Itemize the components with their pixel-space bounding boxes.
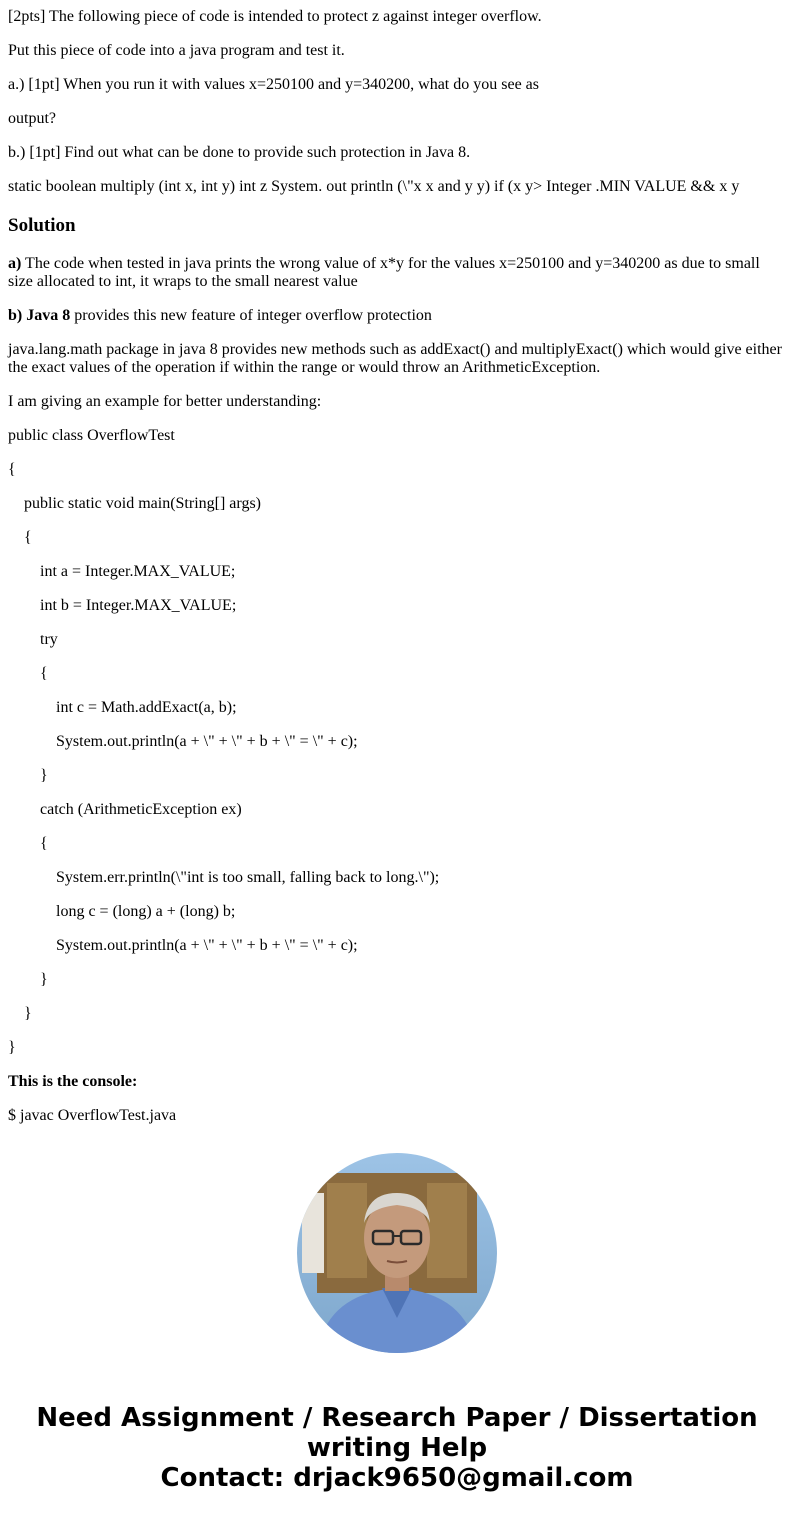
- paragraph-math-package: java.lang.math package in java 8 provides new methods such as addExact() and multiplyExact() which would give either the exact values of the operation if within the range or would throw an ArithmeticException.: [8, 341, 782, 376]
- code-line: int c = Math.addExact(a, b);: [8, 699, 237, 716]
- code-line: }: [8, 767, 48, 784]
- code-line: }: [8, 1005, 32, 1022]
- question-line-1: [2pts] The following piece of code is intended to protect z against integer overflow.: [8, 8, 542, 25]
- code-line: System.out.println(a + \" + \" + b + \" = \" + c);: [8, 937, 358, 954]
- code-line: public class OverflowTest: [8, 427, 175, 444]
- question-code-line: static boolean multiply (int x, int y) int z System. out println (\"x x and y y) if (x y> Integer .MIN VALUE && x y: [8, 178, 740, 195]
- answer-b-label: b) Java 8: [8, 307, 71, 324]
- code-line: int a = Integer.MAX_VALUE;: [8, 563, 236, 580]
- code-line: {: [8, 529, 32, 546]
- help-banner-line-1: Need Assignment / Research Paper / Dissertation: [36, 1403, 758, 1433]
- answer-b: [8, 307, 432, 325]
- answer-a-text: The code when tested in java prints the wrong value of x*y for the values x=250100 and y=340200 as due to small size allocated to int, it wraps to the small nearest value: [8, 255, 760, 290]
- author-photo-icon: [297, 1153, 497, 1353]
- question-line-2: Put this piece of code into a java program and test it.: [8, 42, 345, 59]
- code-line: }: [8, 1039, 16, 1056]
- code-line: try: [8, 631, 58, 648]
- answer-b-text: provides this new feature of integer overflow protection: [70, 307, 432, 324]
- code-line: {: [8, 665, 48, 682]
- answer-a: [8, 255, 786, 291]
- code-line: catch (ArithmeticException ex): [8, 801, 242, 818]
- author-avatar: [297, 1153, 497, 1353]
- console-label: This is the console:: [8, 1073, 138, 1090]
- code-line: {: [8, 461, 16, 478]
- code-line: public static void main(String[] args): [8, 495, 261, 512]
- code-line: int b = Integer.MAX_VALUE;: [8, 597, 237, 614]
- code-line: {: [8, 835, 48, 852]
- code-line: System.out.println(a + \" + \" + b + \" = \" + c);: [8, 733, 358, 750]
- question-line-5: b.) [1pt] Find out what can be done to provide such protection in Java 8.: [8, 144, 471, 161]
- answer-a-label: a): [8, 255, 22, 272]
- question-line-4: output?: [8, 110, 56, 127]
- paragraph-example-intro: I am giving an example for better understanding:: [8, 393, 322, 410]
- help-banner-line-2: writing Help: [306, 1433, 488, 1463]
- help-banner: [0, 1403, 794, 1493]
- help-banner-contact: Contact: drjack9650@gmail.com: [160, 1463, 634, 1493]
- console-line: $ javac OverflowTest.java: [8, 1107, 177, 1124]
- code-line: }: [8, 971, 48, 988]
- code-line: System.err.println(\"int is too small, falling back to long.\");: [8, 869, 440, 886]
- question-line-3: a.) [1pt] When you run it with values x=250100 and y=340200, what do you see as: [8, 76, 539, 93]
- code-line: long c = (long) a + (long) b;: [8, 903, 236, 920]
- solution-heading: Solution: [8, 215, 76, 236]
